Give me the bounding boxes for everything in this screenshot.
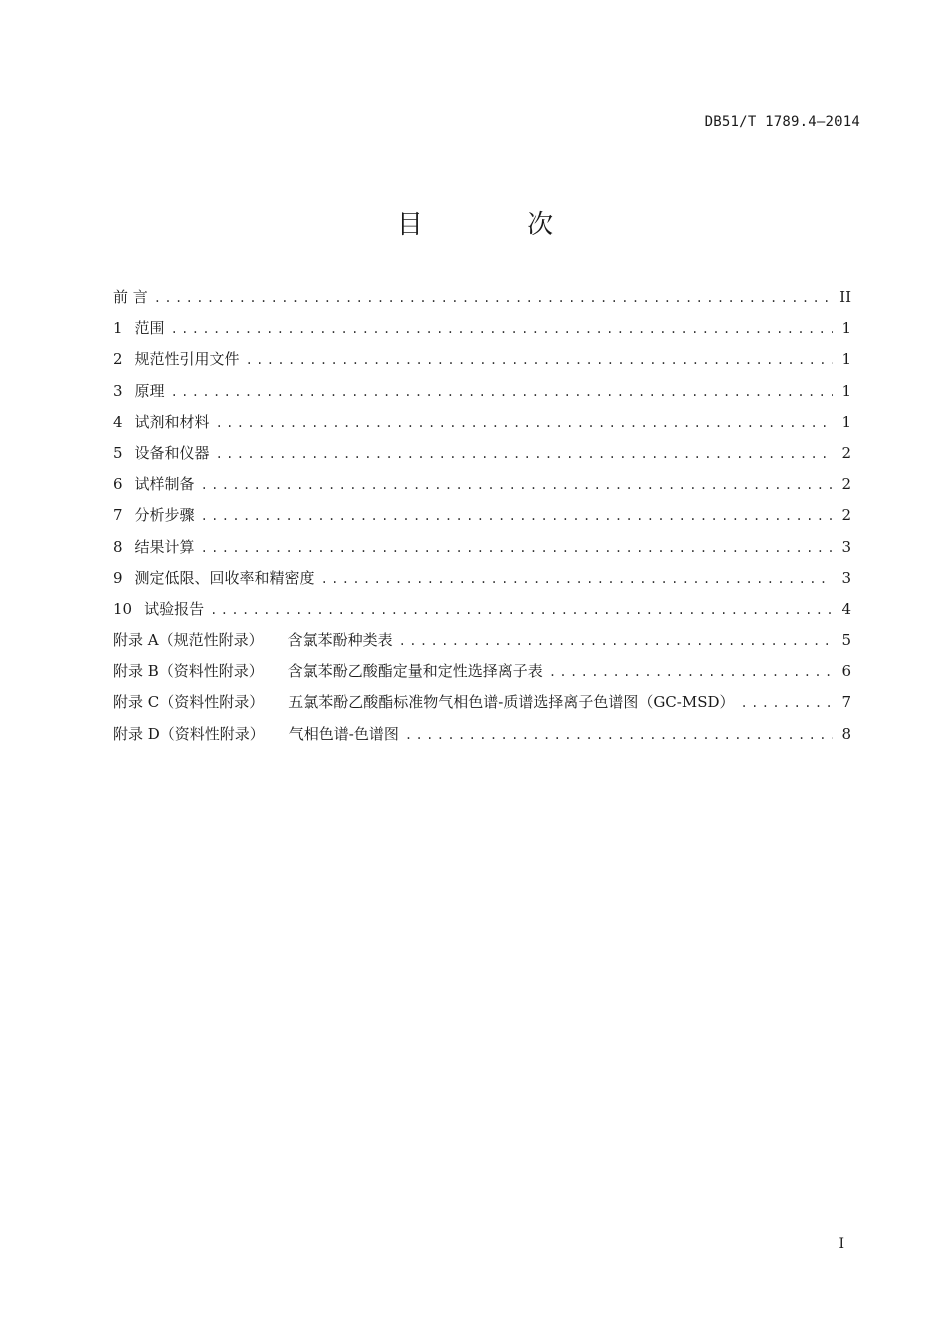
toc-leader-dots xyxy=(741,688,833,719)
toc-entry-text: 试样制备 xyxy=(134,475,195,494)
toc-entry-6[interactable] xyxy=(113,469,851,500)
toc-leader-dots xyxy=(321,564,833,595)
toc-entry-8[interactable] xyxy=(113,532,851,563)
toc-entry-page: 3 xyxy=(841,537,851,556)
toc-entry-text: 五氯苯酚乙酸酯标准物气相色谱-质谱选择离子色谱图（GC-MSD） xyxy=(288,693,735,712)
toc-entry-2[interactable] xyxy=(113,344,851,375)
toc-entry-page: 3 xyxy=(841,568,851,587)
toc-entry-1[interactable] xyxy=(113,313,851,344)
toc-entry-page: 8 xyxy=(841,724,851,743)
toc-entry-10[interactable] xyxy=(113,594,851,625)
toc-entry-text: 含氯苯酚乙酸酯定量和定性选择离子表 xyxy=(287,662,543,681)
toc-entry-appendix-d[interactable] xyxy=(113,719,851,750)
toc-leader-dots xyxy=(399,626,833,657)
toc-entry-appendix-a[interactable] xyxy=(113,625,851,656)
toc-title: 目 次 xyxy=(396,210,602,240)
page-number: I xyxy=(838,1236,844,1252)
toc-leader-dots xyxy=(171,377,833,408)
toc-entry-page: 1 xyxy=(841,319,851,338)
toc-entry-5[interactable] xyxy=(113,438,851,469)
toc-entry-foreword[interactable] xyxy=(113,282,851,313)
toc-entry-text: 气相色谱-色谱图 xyxy=(288,724,399,743)
toc-entry-7[interactable] xyxy=(113,500,851,531)
toc-entry-page: 5 xyxy=(841,631,851,650)
table-of-contents xyxy=(113,282,851,750)
toc-entry-text: 规范性引用文件 xyxy=(134,350,240,369)
toc-entry-text: 分析步骤 xyxy=(134,506,195,525)
toc-entry-text: 设备和仪器 xyxy=(134,443,210,462)
toc-leader-dots xyxy=(171,314,833,345)
toc-entry-text: 测定低限、回收率和精密度 xyxy=(134,568,315,587)
toc-entry-page: II xyxy=(839,288,851,306)
toc-entry-page: 6 xyxy=(841,662,851,681)
toc-leader-dots xyxy=(201,533,833,564)
toc-entry-text: 含氯苯酚种类表 xyxy=(287,631,393,650)
toc-appendix-prefix: 附录 A（规范性附录） xyxy=(113,631,264,650)
document-code: DB51/T 1789.4—2014 xyxy=(704,114,860,130)
toc-entry-page: 2 xyxy=(841,506,851,525)
toc-leader-dots xyxy=(405,720,833,751)
toc-entry-page: 4 xyxy=(841,599,851,618)
toc-entry-number: 3 xyxy=(113,381,123,400)
toc-entry-number: 4 xyxy=(113,412,123,431)
toc-entry-text: 试剂和材料 xyxy=(134,412,210,431)
toc-entry-text: 前 言 xyxy=(113,288,148,306)
toc-entry-number: 10 xyxy=(113,599,133,618)
toc-entry-number: 6 xyxy=(113,475,123,494)
toc-entry-number: 8 xyxy=(113,537,123,556)
toc-entry-text: 结果计算 xyxy=(134,537,195,556)
toc-appendix-prefix: 附录 C（资料性附录） xyxy=(113,693,265,712)
toc-entry-appendix-c[interactable] xyxy=(113,687,851,718)
toc-entry-page: 1 xyxy=(841,381,851,400)
toc-leader-dots xyxy=(246,345,833,376)
toc-leader-dots xyxy=(216,439,833,470)
toc-entry-page: 2 xyxy=(841,443,851,462)
toc-entry-page: 1 xyxy=(841,350,851,369)
toc-entry-page: 1 xyxy=(841,412,851,431)
toc-appendix-prefix: 附录 D（资料性附录） xyxy=(113,724,265,743)
toc-appendix-prefix: 附录 B（资料性附录） xyxy=(113,662,264,681)
toc-leader-dots xyxy=(210,595,833,626)
toc-entry-3[interactable] xyxy=(113,376,851,407)
toc-entry-9[interactable] xyxy=(113,563,851,594)
toc-entry-number: 7 xyxy=(113,506,123,525)
toc-leader-dots xyxy=(201,501,833,532)
toc-entry-number: 1 xyxy=(113,319,123,338)
toc-leader-dots xyxy=(201,470,833,501)
toc-entry-4[interactable] xyxy=(113,407,851,438)
toc-entry-page: 2 xyxy=(841,475,851,494)
toc-entry-number: 5 xyxy=(113,443,123,462)
toc-entry-page: 7 xyxy=(841,693,851,712)
toc-leader-dots xyxy=(216,408,833,439)
toc-entry-text: 试验报告 xyxy=(144,599,205,618)
toc-leader-dots xyxy=(154,283,831,314)
toc-entry-text: 范围 xyxy=(134,319,165,338)
toc-entry-number: 9 xyxy=(113,568,123,587)
toc-entry-text: 原理 xyxy=(134,381,165,400)
toc-entry-appendix-b[interactable] xyxy=(113,656,851,687)
toc-leader-dots xyxy=(549,657,833,688)
toc-entry-number: 2 xyxy=(113,350,123,369)
